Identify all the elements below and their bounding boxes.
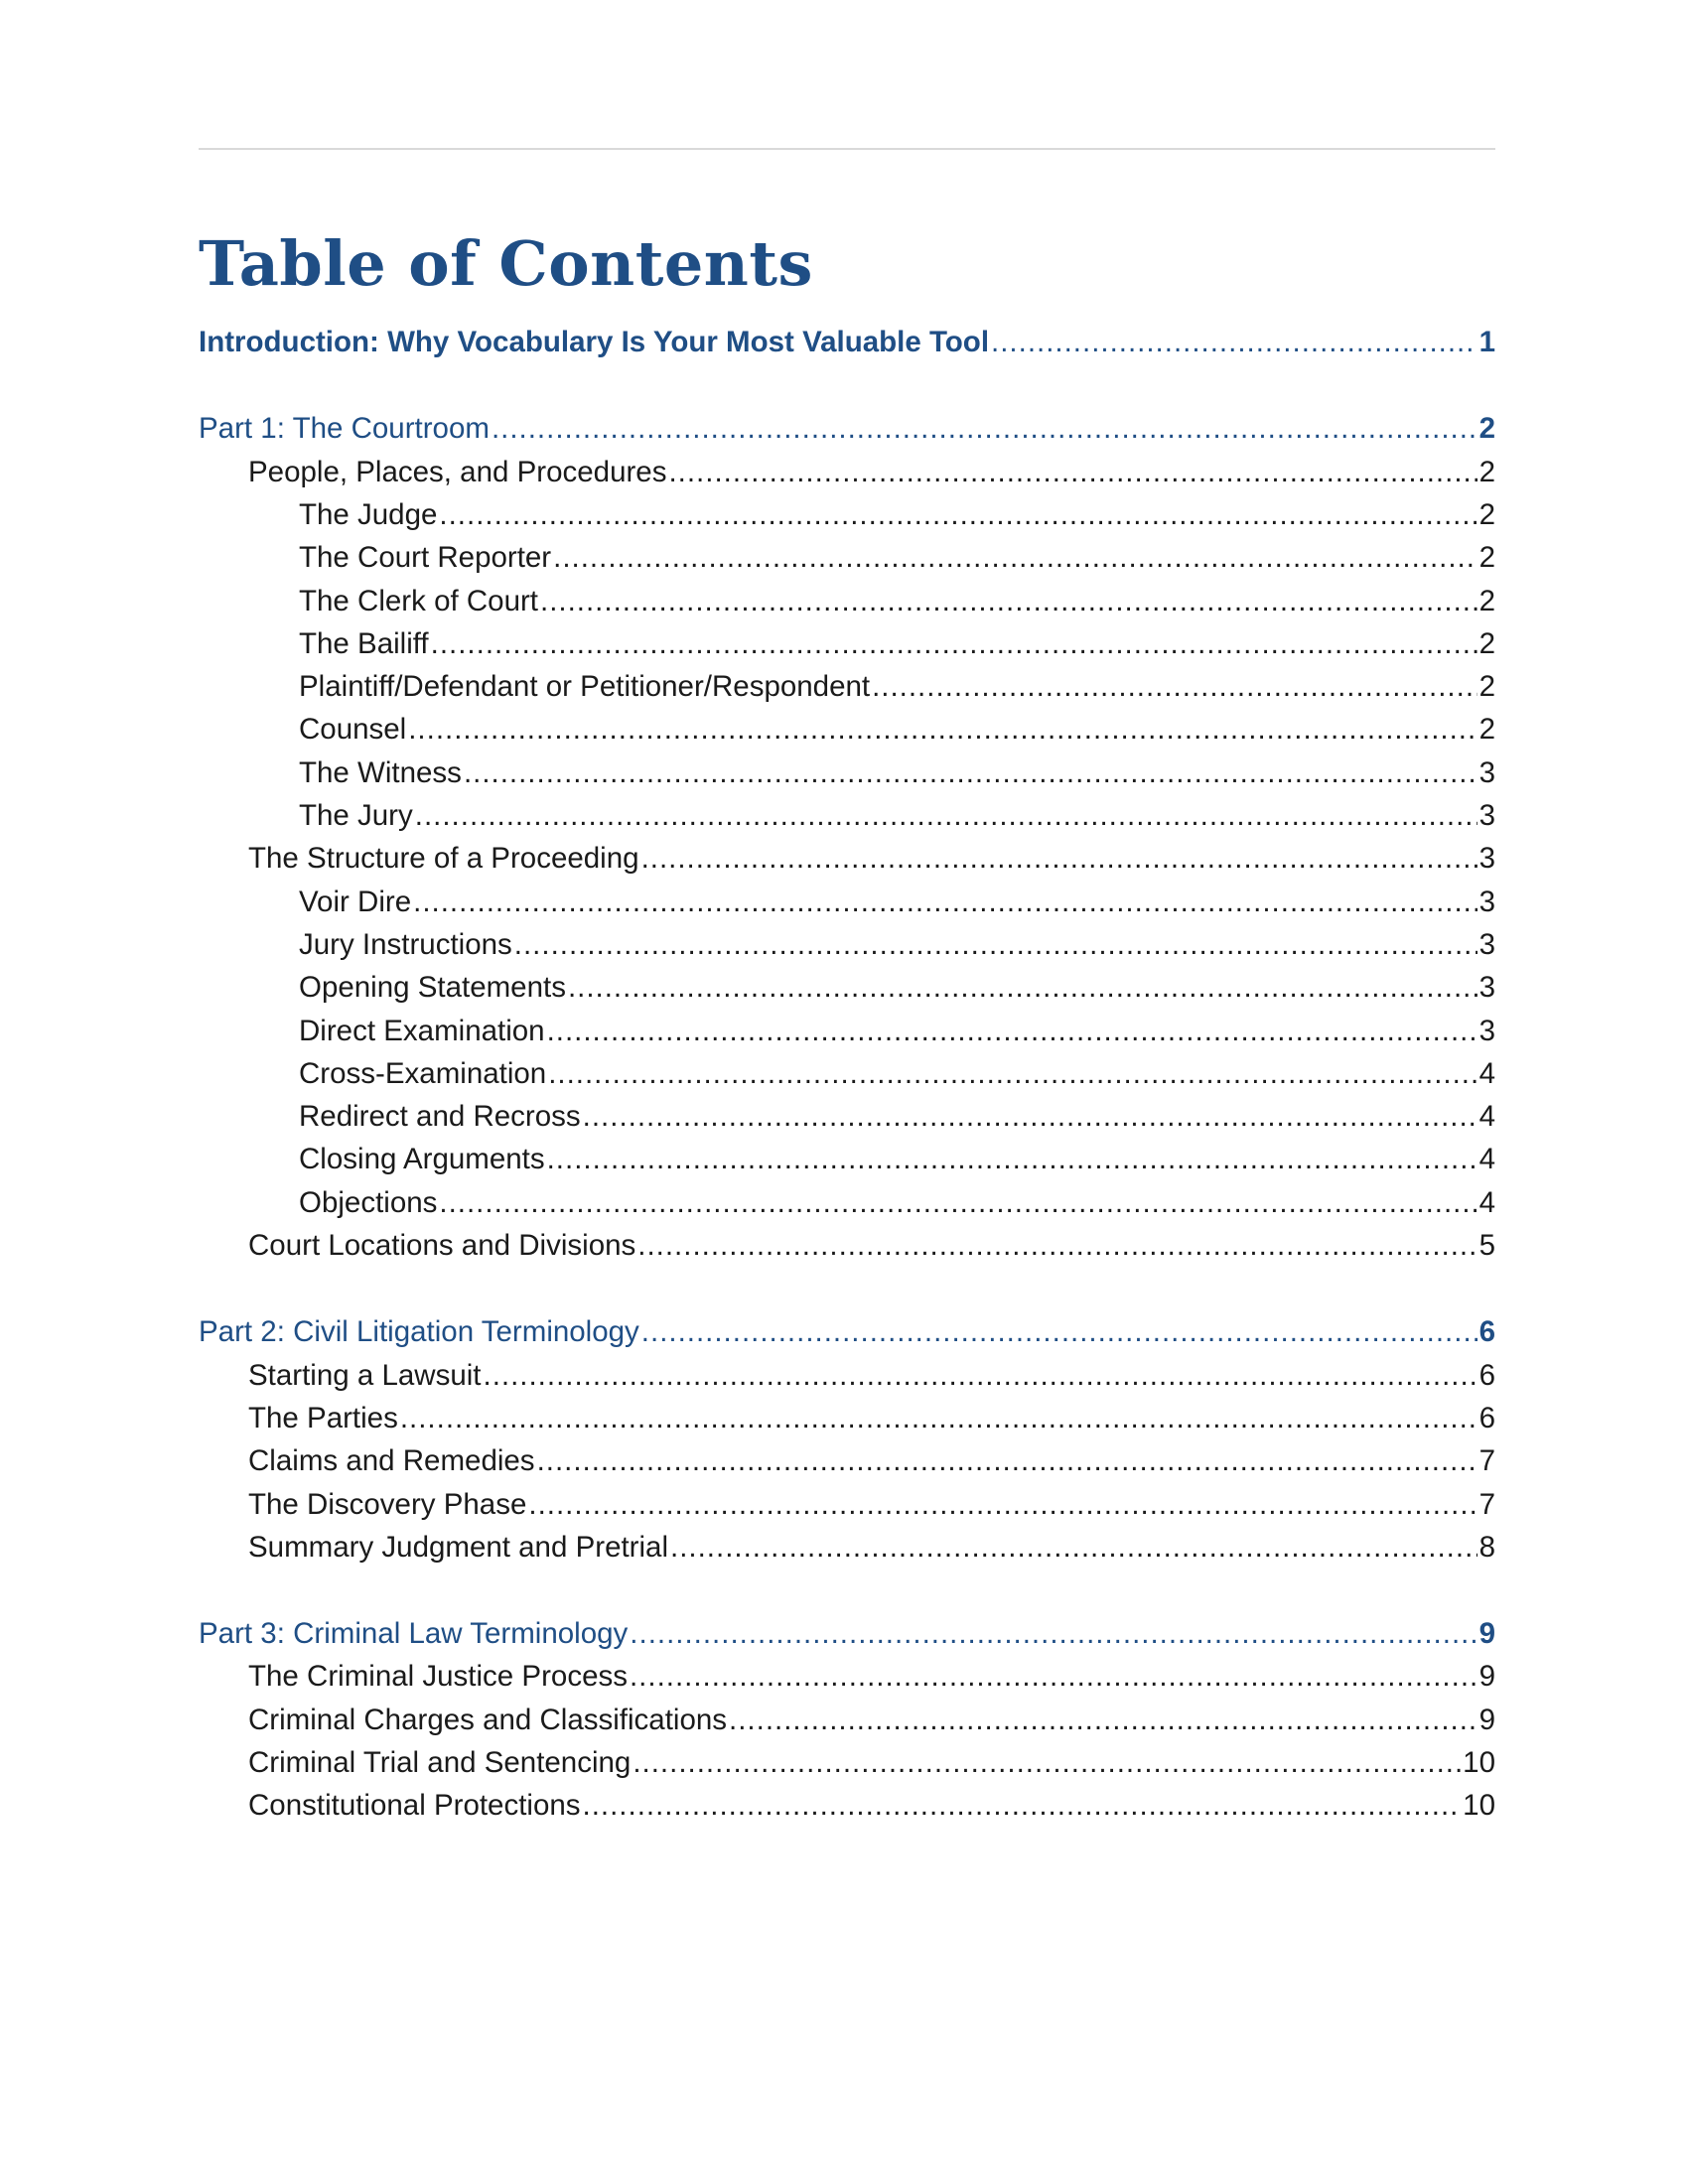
toc-page-number: 4 [1478, 1143, 1495, 1176]
toc-dot-leader [641, 839, 1477, 879]
toc-entry-constitutional-protections[interactable] [199, 1786, 1495, 1826]
toc-page-number: 3 [1478, 799, 1495, 832]
toc-page-number: 4 [1478, 1056, 1495, 1090]
toc-dot-leader [583, 1097, 1477, 1137]
toc-page-number: 2 [1478, 626, 1495, 660]
toc-entry-label: Closing Arguments [299, 1143, 545, 1176]
toc-dot-leader [492, 409, 1477, 449]
toc-page-number: 2 [1478, 713, 1495, 747]
toc-dot-leader [528, 1485, 1477, 1525]
toc-entry-criminal-charges[interactable] [199, 1701, 1495, 1740]
toc-entry-label: Starting a Lawsuit [248, 1358, 482, 1392]
toc-dot-leader [548, 1054, 1477, 1094]
toc-entry-label: People, Places, and Procedures [248, 455, 667, 488]
toc-page-number: 9 [1478, 1617, 1495, 1651]
toc-dot-leader [464, 753, 1477, 793]
toc-entry-label: Opening Statements [299, 971, 566, 1005]
toc-entry-label: The Jury [299, 799, 413, 832]
toc-page-number: 10 [1463, 1789, 1495, 1823]
toc-page-number: 3 [1478, 885, 1495, 918]
toc-entry-label: Criminal Trial and Sentencing [248, 1746, 632, 1779]
toc-dot-leader [400, 1399, 1477, 1438]
toc-entry-cross-examination[interactable] [199, 1054, 1495, 1094]
toc-entry-closing-arguments[interactable] [199, 1140, 1495, 1179]
toc-page-number: 3 [1478, 927, 1495, 961]
toc-dot-leader [729, 1701, 1477, 1740]
toc-entry-label: Redirect and Recross [299, 1100, 581, 1134]
toc-entry-label: Counsel [299, 713, 407, 747]
toc-page-number: 3 [1478, 1014, 1495, 1047]
toc-entry-claims-and-remedies[interactable] [199, 1441, 1495, 1481]
toc-page-number: 3 [1478, 842, 1495, 876]
toc-page-number: 3 [1478, 755, 1495, 789]
toc-entry-label: Voir Dire [299, 885, 412, 918]
toc-page-number: 2 [1478, 670, 1495, 704]
toc-entry-criminal-trial-sentencing[interactable] [199, 1743, 1495, 1783]
toc-entry-the-clerk-of-court[interactable] [199, 582, 1495, 621]
toc-entry-label: Part 2: Civil Litigation Terminology [199, 1315, 639, 1349]
toc-page-number: 3 [1478, 971, 1495, 1005]
toc-entry-summary-judgment[interactable] [199, 1528, 1495, 1568]
toc-entry-label: The Bailiff [299, 626, 429, 660]
toc-dot-leader [484, 1356, 1477, 1396]
toc-page-number: 6 [1478, 1315, 1495, 1349]
header-rule [199, 148, 1495, 150]
toc-entry-label: Objections [299, 1185, 438, 1219]
toc-entry-label: Court Locations and Divisions [248, 1229, 636, 1262]
toc-entry-the-jury[interactable] [199, 796, 1495, 836]
toc-entry-structure-of-proceeding[interactable] [199, 839, 1495, 879]
toc-entry-the-judge[interactable] [199, 495, 1495, 535]
toc-entry-label: Introduction: Why Vocabulary Is Your Most Valuable Tool [199, 326, 990, 358]
page-title: Table of Contents [199, 227, 813, 300]
toc-dot-leader [537, 1441, 1477, 1481]
toc-page-number: 5 [1478, 1229, 1495, 1262]
toc-entry-label: The Criminal Justice Process [248, 1660, 628, 1694]
toc-entry-criminal-justice-process[interactable] [199, 1657, 1495, 1697]
toc-entry-label: Part 3: Criminal Law Terminology [199, 1617, 629, 1651]
toc-entry-objections[interactable] [199, 1183, 1495, 1223]
toc-entry-counsel[interactable] [199, 710, 1495, 750]
toc-entry-opening-statements[interactable] [199, 968, 1495, 1008]
toc-entry-label: Cross-Examination [299, 1056, 547, 1090]
toc-page-number: 2 [1478, 497, 1495, 531]
toc-dot-leader [991, 323, 1477, 362]
toc-page-number: 6 [1478, 1401, 1495, 1434]
toc-entry-the-witness[interactable] [199, 753, 1495, 793]
toc-entry-label: The Witness [299, 755, 462, 789]
toc-entry-label: The Clerk of Court [299, 584, 538, 617]
toc-dot-leader [439, 495, 1477, 535]
toc-page-number: 2 [1478, 412, 1495, 446]
toc-dot-leader [540, 582, 1477, 621]
toc-entry-court-locations[interactable] [199, 1226, 1495, 1266]
toc-dot-leader [547, 1140, 1477, 1179]
toc-entry-label: Claims and Remedies [248, 1444, 535, 1478]
toc-entry-label: The Structure of a Proceeding [248, 842, 639, 876]
toc-dot-leader [439, 1183, 1477, 1223]
toc-dot-leader [553, 538, 1477, 578]
toc-entry-the-court-reporter[interactable] [199, 538, 1495, 578]
toc-entry-part-2[interactable] [199, 1312, 1495, 1352]
toc-entry-label: The Parties [248, 1401, 398, 1434]
toc-dot-leader [641, 1312, 1477, 1352]
toc-entry-label: Part 1: The Courtroom [199, 412, 490, 446]
toc-entry-label: Constitutional Protections [248, 1789, 581, 1823]
toc-dot-leader [514, 925, 1477, 965]
toc-dot-leader [413, 883, 1477, 922]
toc-entry-label: Direct Examination [299, 1014, 545, 1047]
toc-entry-part-1[interactable] [199, 409, 1495, 449]
toc-entry-jury-instructions[interactable] [199, 925, 1495, 965]
toc-entry-label: Summary Judgment and Pretrial [248, 1530, 669, 1564]
toc-dot-leader [630, 1657, 1477, 1697]
toc-dot-leader [637, 1226, 1477, 1266]
toc-page-number: 4 [1478, 1185, 1495, 1219]
toc-page-number: 6 [1478, 1358, 1495, 1392]
toc-entry-label: Jury Instructions [299, 927, 512, 961]
toc-dot-leader [408, 710, 1477, 750]
toc-entry-redirect-and-recross[interactable] [199, 1097, 1495, 1137]
toc-entry-introduction[interactable] [199, 323, 1495, 362]
toc-dot-leader [583, 1786, 1462, 1826]
toc-dot-leader [668, 453, 1477, 492]
toc-page-number: 2 [1478, 541, 1495, 575]
toc-entry-label: The Discovery Phase [248, 1487, 527, 1521]
toc-page-number: 9 [1478, 1660, 1495, 1694]
toc-dot-leader [415, 796, 1477, 836]
toc-entry-voir-dire[interactable] [199, 883, 1495, 922]
toc-dot-leader [633, 1743, 1461, 1783]
toc-dot-leader [547, 1012, 1477, 1051]
toc-entry-plaintiff-defendant[interactable] [199, 667, 1495, 707]
toc-page-number: 10 [1463, 1746, 1495, 1779]
toc-entry-the-bailiff[interactable] [199, 624, 1495, 664]
toc-entry-part-3[interactable] [199, 1614, 1495, 1654]
toc-page-number: 2 [1478, 455, 1495, 488]
toc-entry-the-parties[interactable] [199, 1399, 1495, 1438]
toc-entry-label: Plaintiff/Defendant or Petitioner/Respondent [299, 670, 871, 704]
toc-dot-leader [431, 624, 1477, 664]
toc-entry-discovery-phase[interactable] [199, 1485, 1495, 1525]
toc-page-number: 8 [1478, 1530, 1495, 1564]
toc-dot-leader [872, 667, 1477, 707]
toc-entry-label: The Judge [299, 497, 438, 531]
toc-entry-people-places-procedures[interactable] [199, 453, 1495, 492]
toc-page-number: 7 [1478, 1444, 1495, 1478]
toc-entry-direct-examination[interactable] [199, 1012, 1495, 1051]
toc-entry-label: Criminal Charges and Classifications [248, 1703, 728, 1736]
toc-dot-leader [670, 1528, 1477, 1568]
toc-dot-leader [568, 968, 1477, 1008]
toc-entry-starting-a-lawsuit[interactable] [199, 1356, 1495, 1396]
toc-page-number: 7 [1478, 1487, 1495, 1521]
toc-page-number: 1 [1478, 326, 1495, 358]
toc-page-number: 9 [1478, 1703, 1495, 1736]
toc-page-number: 2 [1478, 584, 1495, 617]
toc-page-number: 4 [1478, 1100, 1495, 1134]
toc-dot-leader [630, 1614, 1477, 1654]
toc-entry-label: The Court Reporter [299, 541, 552, 575]
